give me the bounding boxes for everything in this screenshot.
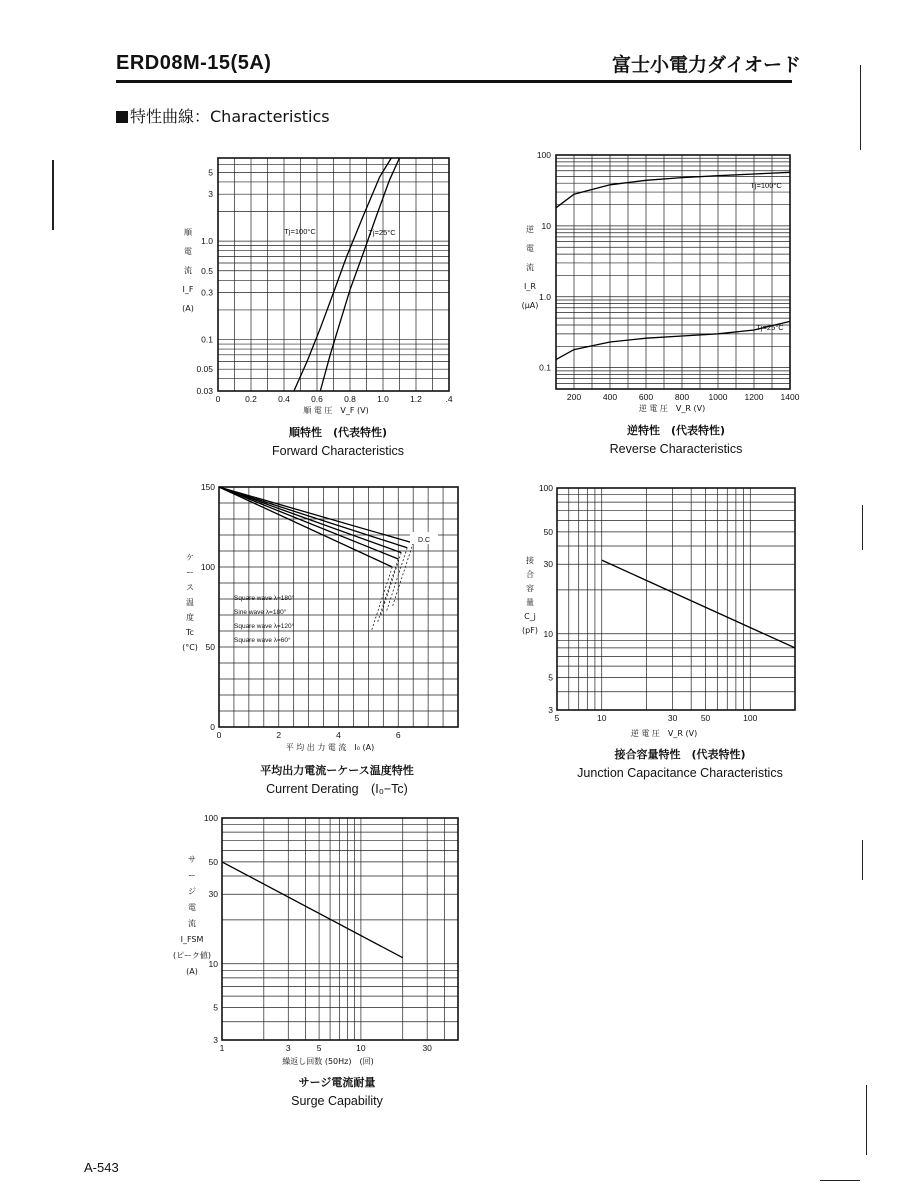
forward-x-tick-label: 1.2 [410, 394, 422, 404]
derating-ylabel: ー [186, 568, 194, 577]
derating-ylabel: 度 [186, 613, 194, 622]
capacitance-x-tick-label: 100 [743, 713, 758, 723]
derating-series-line [219, 487, 407, 548]
derating-caption-jp: 平均出力電流ーケース温度特性 [260, 764, 414, 777]
capacitance-frame [557, 488, 795, 710]
surge-y-tick-label: 3 [213, 1035, 218, 1045]
surge-ylabel: 流 [188, 919, 196, 928]
reverse-y-tick-label: 10 [541, 220, 551, 231]
forward-y-tick-label: 0.3 [201, 287, 213, 298]
capacitance-ylabel: 合 [526, 570, 534, 579]
capacitance-ylabel: 容 [526, 584, 534, 593]
derating-ylabel: 温 [186, 598, 194, 607]
forward-ylabel: 流 [184, 266, 192, 275]
forward-ylabel: I_F [182, 285, 194, 294]
section-title: 特性曲線：Characteristics [130, 107, 330, 126]
reverse-series-line [556, 172, 790, 208]
surge-x-tick-label: 30 [422, 1043, 432, 1053]
forward-y-tick-label: 0.1 [201, 334, 213, 345]
derating-ylabel: Tc [186, 628, 194, 637]
forward-y-tick-label: 1.0 [201, 236, 213, 247]
forward-x-tick-label: .4 [445, 394, 453, 404]
reverse-x-tick-label: 1200 [744, 392, 764, 402]
derating-leader-line [386, 548, 407, 612]
forward-series-line [294, 158, 391, 391]
reverse-caption [566, 422, 786, 458]
reverse-ylabel: 逆 [526, 225, 534, 234]
derating-y-tick-label: 50 [205, 642, 215, 652]
forward-y-tick-label: 0.5 [201, 265, 213, 276]
forward-series-label-tj100: Tj=100°C [284, 227, 316, 236]
capacitance-y-tick-label: 3 [548, 705, 553, 715]
reverse-y-tick-label: 0.1 [539, 362, 551, 373]
reverse-series-label-tj100: Tj=100°C [750, 181, 782, 190]
surge-ylabel: 電 [188, 903, 196, 912]
derating-x-tick-label: 0 [216, 730, 222, 740]
capacitance-y-tick-label: 30 [543, 559, 553, 570]
reverse-x-tick-label: 1000 [708, 392, 728, 402]
derating-ylabel: ス [186, 583, 194, 592]
capacitance-y-tick-label: 10 [543, 628, 553, 639]
derating-ylabel: (°C) [182, 643, 198, 652]
forward-x-tick-label: 0.6 [311, 394, 323, 404]
derating-dc-label: D.C [417, 537, 431, 544]
capacitance-caption [556, 746, 804, 782]
derating-y-tick-label: 0 [210, 722, 215, 732]
reverse-y-tick-label: 100 [536, 150, 551, 160]
forward-y-tick-label: 3 [208, 189, 213, 200]
forward-x-tick-label: 0.2 [245, 394, 257, 404]
derating-y-tick-label: 100 [200, 562, 215, 572]
capacitance-series-line [602, 560, 795, 648]
forward-ylabel: 順 [184, 228, 192, 237]
capacitance-x-tick-label: 10 [596, 713, 607, 723]
surge-y-tick-label: 100 [203, 813, 218, 823]
capacitance-caption-en: Junction Capacitance Characteristics [577, 766, 783, 780]
derating-series-line [219, 487, 392, 567]
capacitance-caption-jp: 接合容量特性 (代表特性) [614, 748, 746, 761]
forward-ylabel: (A) [182, 304, 194, 313]
derating-series-line [219, 487, 413, 543]
capacitance-x-axis-label: 逆 電 圧 V_R (V) [630, 729, 698, 738]
page-number: A-543 [84, 1160, 119, 1175]
reverse-series-label-tj25: Tj=25°C [756, 323, 784, 332]
surge-y-tick-label: 50 [208, 856, 218, 867]
capacitance-y-tick-label: 5 [548, 672, 553, 683]
surge-ylabel: サ [188, 855, 196, 864]
forward-x-tick-label: 0.8 [344, 394, 356, 404]
capacitance-ylabel: C_j [524, 612, 536, 621]
forward-y-tick-label: 0.03 [196, 386, 213, 396]
maker-title: 富士小電力ダイオード [612, 54, 802, 76]
forward-x-tick-label: 0.4 [278, 394, 290, 404]
derating-caption-en: Current Derating (I₀−Tc) [266, 782, 408, 796]
capacitance-ylabel: (pF) [522, 626, 538, 635]
derating-x-axis-label: 平 均 出 力 電 流 I₀ (A) [285, 743, 375, 752]
part-number-title: ERD08M-15(5A) [116, 52, 272, 74]
surge-x-tick-label: 10 [356, 1043, 366, 1053]
surge-x-tick-label: 5 [316, 1043, 322, 1053]
derating-ylabel: ケ [186, 553, 194, 562]
surge-ylabel: ー [188, 871, 196, 880]
forward-x-tick-label: 0 [215, 394, 221, 404]
reverse-x-axis-label: 逆 電 圧 V_R (V) [638, 404, 706, 413]
reverse-caption-jp: 逆特性 (代表特性) [626, 424, 726, 437]
surge-x-tick-label: 1 [219, 1043, 225, 1053]
forward-x-tick-label: 1.0 [377, 394, 389, 404]
reverse-series-line [556, 321, 790, 359]
derating-legend-label: Square wave λ=180° [234, 595, 295, 602]
derating-x-tick-label: 4 [336, 730, 341, 740]
reverse-y-tick-label: 1.0 [539, 291, 551, 302]
surge-caption-jp: サージ電流耐量 [298, 1076, 376, 1089]
forward-y-tick-label: 5 [208, 167, 213, 178]
surge-ylabel: (ピーク値) [173, 951, 211, 960]
forward-y-tick-label: 0.05 [196, 364, 213, 375]
derating-y-tick-label: 150 [200, 482, 215, 492]
forward-caption [228, 424, 448, 460]
derating-leader-line [377, 559, 398, 623]
capacitance-ylabel: 量 [526, 598, 534, 607]
capacitance-ylabel: 接 [526, 556, 534, 565]
reverse-x-tick-label: 1400 [780, 392, 800, 402]
forward-x-axis-label: 順 電 圧 V_F (V) [303, 406, 369, 415]
capacitance-x-tick-label: 50 [700, 713, 711, 723]
capacitance-x-tick-label: 30 [667, 713, 678, 723]
forward-series-line [320, 158, 399, 391]
surge-caption [232, 1074, 442, 1110]
reverse-ylabel: 電 [526, 244, 534, 253]
surge-y-tick-label: 5 [213, 1002, 218, 1013]
reverse-caption-en: Reverse Characteristics [609, 442, 743, 456]
capacitance-y-tick-label: 50 [543, 526, 553, 537]
surge-ylabel: (A) [186, 967, 198, 976]
derating-legend-label: Square wave λ=120° [234, 623, 295, 630]
reverse-x-tick-label: 800 [674, 392, 690, 402]
reverse-x-tick-label: 400 [602, 392, 618, 402]
surge-y-tick-label: 30 [208, 889, 218, 900]
reverse-x-tick-label: 200 [566, 392, 582, 402]
surge-ylabel: ジ [188, 887, 196, 896]
surge-ylabel: I_FSM [180, 935, 204, 944]
derating-leader-line [392, 543, 413, 607]
surge-x-axis-label: 繰返し回数 (50Hz) (回) [282, 1057, 374, 1066]
forward-ylabel: 電 [184, 247, 192, 256]
derating-x-tick-label: 2 [276, 730, 282, 740]
reverse-ylabel: (μA) [521, 301, 539, 310]
derating-series-line [219, 487, 401, 553]
forward-caption-en: Forward Characteristics [272, 444, 404, 458]
derating-caption [222, 762, 452, 798]
reverse-x-tick-label: 600 [638, 392, 654, 402]
derating-legend-label: Sine wave λ=180° [234, 609, 287, 616]
forward-series-label-tj25: Tj=25°C [368, 228, 396, 237]
capacitance-y-tick-label: 100 [538, 483, 553, 493]
reverse-ylabel: 流 [526, 263, 534, 272]
surge-caption-en: Surge Capability [291, 1094, 383, 1108]
surge-x-tick-label: 3 [285, 1043, 291, 1053]
derating-legend-label: Square wave λ=60° [234, 637, 291, 644]
capacitance-x-tick-label: 5 [554, 713, 560, 723]
derating-x-tick-label: 6 [395, 730, 401, 740]
reverse-ylabel: I_R [524, 282, 536, 291]
surge-y-tick-label: 10 [208, 958, 218, 969]
surge-frame [222, 818, 458, 1040]
forward-caption-jp: 順特性 (代表特性) [288, 426, 388, 439]
